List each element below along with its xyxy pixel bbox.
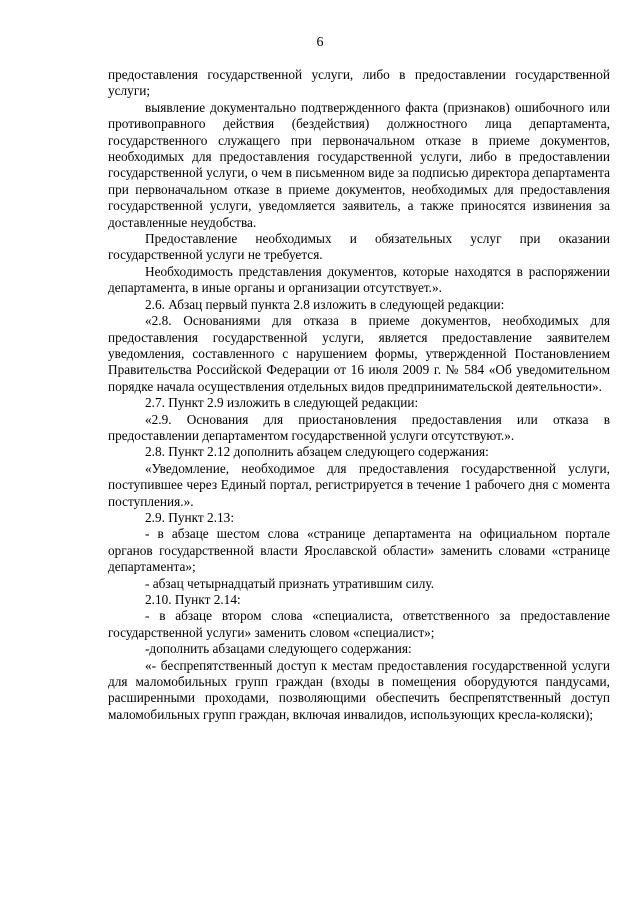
paragraph: -дополнить абзацами следующего содержания: (145, 641, 412, 657)
paragraph: 2.7. Пункт 2.9 изложить в следующей редакции: (145, 395, 419, 411)
paragraph: - в абзаце втором слова «специалиста, ответственного за предоставление государственной услуги» заменить словом «специалист»; (108, 608, 610, 640)
paragraph: - абзац четырнадцатый признать утратившим силу. (145, 575, 435, 591)
paragraph: «2.8. Основаниями для отказа в приеме документов, необходимых для предоставления государственной услуги, является предоставление заявителем уведомления, составленного с нарушением формы, утвержденной Постановлением Правительства Российской Федерации от 16 июля 2009 г. № 584 «Об уведомительном порядке начала осуществления отдельных видов предпринимательской деятельности». (108, 313, 610, 394)
paragraph: «2.9. Основания для приостановления предоставления или отказа в предоставлении департаментом государственной услуги отсутствуют.». (108, 411, 610, 443)
paragraph: «Уведомление, необходимое для предоставления государственной услуги, поступившее через Единый портал, регистрируется в течение 1 рабочего дня с момента поступления.». (108, 460, 610, 509)
paragraph: 2.10. Пункт 2.14: (145, 592, 241, 607)
page-number: 6 (316, 35, 324, 50)
document-body (108, 67, 610, 723)
paragraph: «- беспрепятственный доступ к местам предоставления государственной услуги для маломобильных групп граждан (входы в помещения оборудуются пандусами, расширенными проходами, позволяющими обеспечить беспрепятственный доступ маломобильных групп граждан, включая инвалидов, использующих кресла-коляски); (108, 657, 610, 722)
paragraph: 2.9. Пункт 2.13: (145, 509, 235, 525)
paragraph: 2.8. Пункт 2.12 дополнить абзацем следующего содержания: (145, 444, 489, 460)
paragraph: выявление документально подтвержденного факта (признаков) ошибочного или противоправного действия (бездействия) должностного лица департамента, государственного служащего при первоначальном отказе в приеме документов, необходимых для предоставления государственной услуги, либо в предоставлении государственной услуги, о чем в письменном виде за подписью директора департамента при первоначальном отказе в приеме документов, необходимых для предоставления государственной услуги, уведомляется заявитель, а также приносятся извинения за доставленные неудобства. (108, 99, 610, 230)
paragraph: Необходимость представления документов, которые находятся в распоряжении департамента, в иные органы и организации отсутствует.». (108, 263, 610, 296)
paragraph: - в абзаце шестом слова «странице департамента на официальном портале органов государственной власти Ярославской области» заменить словами «странице департамента»; (108, 526, 610, 575)
paragraph: предоставления государственной услуги, либо в предоставлении государственной услуги; (108, 67, 610, 99)
paragraph: Предоставление необходимых и обязательных услуг при оказании государственной услуги не требуется. (108, 231, 610, 263)
paragraph: 2.6. Абзац первый пункта 2.8 изложить в следующей редакции: (145, 296, 505, 312)
